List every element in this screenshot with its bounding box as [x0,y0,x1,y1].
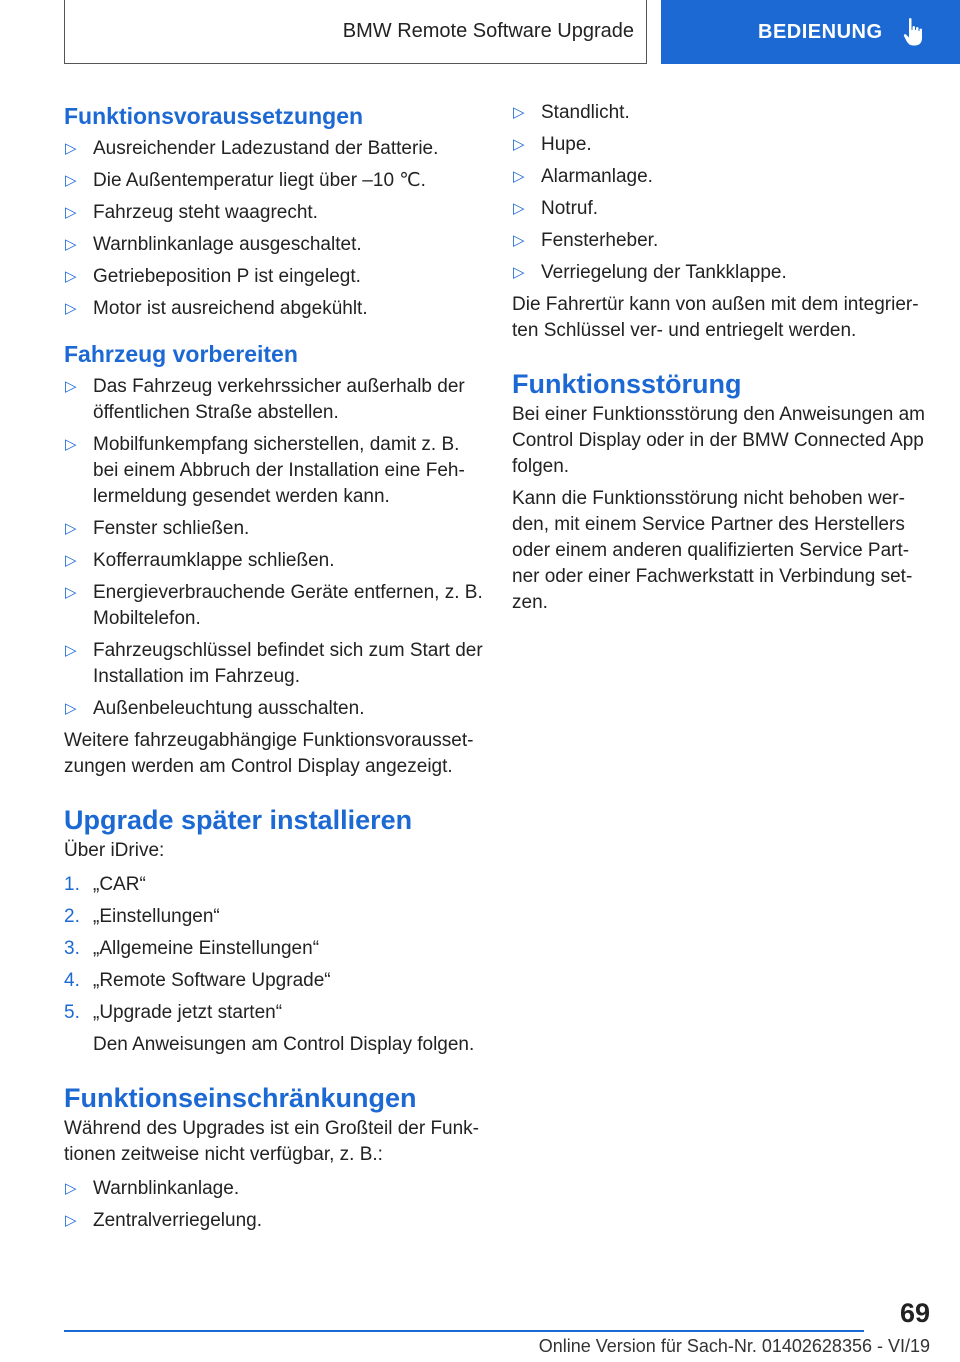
step-item [64,968,484,994]
list-item [64,374,484,426]
paragraph-malfunction-instructions: Bei einer Funktionsstörung den Anweisungen am Control Display oder in der BMW Connected App folgen. [512,404,925,477]
list-item [64,168,484,194]
list-item-text: Alarmanlage. [541,166,653,187]
footer-divider [64,1330,864,1332]
step-number: 1. [64,874,80,895]
triangle-bullet-icon: ▷ [65,520,77,537]
triangle-bullet-icon: ▷ [65,700,77,717]
triangle-bullet-icon: ▷ [513,264,525,281]
header-title: BMW Remote Software Upgrade [342,20,634,42]
list-item [64,638,484,690]
list-item-text: Das Fahrzeug verkehrssicher außerhalb der öffentlichen Straße abstellen. [93,376,465,423]
list-item-text: Getriebeposition P ist eingelegt. [93,266,361,287]
list-item [512,132,932,158]
page-number: 69 [899,1298,930,1328]
step-text: „Einstellungen“ [93,906,220,927]
right-column [512,100,932,622]
paragraph-additional-requirements: Weitere fahrzeugabhängige Funktionsvorausset‐zungen werden am Control Display angezeigt. [64,730,474,777]
step-item [64,904,484,930]
list-item [64,232,484,258]
list-item-text: Fahrzeug steht waagrecht. [93,202,318,223]
step-number: 2. [64,906,80,927]
step-number: 5. [64,1002,80,1023]
heading-funktionsvoraussetzungen: Funktionsvoraussetzungen [64,103,364,129]
list-item-text: Notruf. [541,198,599,219]
heading-upgrade-spaeter: Upgrade später installieren [64,805,413,835]
list-item-text: Verriegelung der Tankklappe. [541,262,787,283]
step-text: „Upgrade jetzt starten“ [93,1002,283,1023]
triangle-bullet-icon: ▷ [65,642,77,659]
heading-funktionseinschraenkungen: Funktionseinschränkungen [64,1083,417,1113]
restrictions-list-continued [512,100,932,286]
triangle-bullet-icon: ▷ [513,168,525,185]
list-item-text: Fensterheber. [541,230,659,251]
step-text: „CAR“ [93,874,146,895]
heading-fahrzeug-vorbereiten: Fahrzeug vorbereiten [64,341,298,367]
list-item-text: Die Außentemperatur liegt über –10 ℃. [93,170,426,191]
step-number: 3. [64,938,80,959]
list-item-text: Mobilfunkempfang sicherstellen, damit z. B. bei einem Abbruch der Installation eine Feh‐lermeldung gesendet werden kann. [93,434,465,507]
restrictions-list [64,1176,484,1234]
header-section-tab[interactable] [661,0,960,64]
step-item [64,936,484,962]
triangle-bullet-icon: ▷ [65,378,77,395]
triangle-bullet-icon: ▷ [65,140,77,157]
triangle-bullet-icon: ▷ [513,136,525,153]
triangle-bullet-icon: ▷ [513,232,525,249]
triangle-bullet-icon: ▷ [65,204,77,221]
list-item-text: Motor ist ausreichend abgekühlt. [93,298,368,319]
list-item-text: Fenster schließen. [93,518,250,539]
triangle-bullet-icon: ▷ [513,200,525,217]
paragraph-driver-door: Die Fahrertür kann von außen mit dem integrier‐ten Schlüssel ver- und entriegelt werden. [512,294,919,341]
list-item-text: Energieverbrauchende Geräte entfernen, z. B. Mobiltelefon. [93,582,483,629]
list-item [64,432,484,510]
triangle-bullet-icon: ▷ [65,300,77,317]
list-item-text: Außenbeleuchtung ausschalten. [93,698,365,719]
list-item [64,1176,484,1202]
list-item [64,264,484,290]
triangle-bullet-icon: ▷ [65,436,77,453]
triangle-bullet-icon: ▷ [513,104,525,121]
list-item-text: Zentralverriegelung. [93,1210,262,1231]
list-item [512,100,932,126]
list-item [512,196,932,222]
header-section-label: BEDIENUNG [758,20,883,43]
header-title-box [64,0,647,64]
list-item [64,1208,484,1234]
triangle-bullet-icon: ▷ [65,1180,77,1197]
triangle-bullet-icon: ▷ [65,552,77,569]
list-item [512,228,932,254]
list-item-text: Ausreichender Ladezustand der Batterie. [93,138,439,159]
list-item-text: Kofferraumklappe schließen. [93,550,335,571]
triangle-bullet-icon: ▷ [65,268,77,285]
paragraph-idrive-intro: Über iDrive: [64,840,165,861]
step-text: „Allgemeine Einstellungen“ [93,938,320,959]
list-item-text: Hupe. [541,134,592,155]
left-column [64,100,484,1240]
paragraph-restrictions: Während des Upgrades ist ein Großteil der Funk‐tionen zeitweise nicht verfügbar, z. B.: [64,1118,480,1165]
triangle-bullet-icon: ▷ [65,172,77,189]
list-item [512,260,932,286]
list-item-text: Warnblinkanlage ausgeschaltet. [93,234,362,255]
paragraph-malfunction-service: Kann die Funktionsstörung nicht behoben wer‐den, mit einem Service Partner des Herstellers oder einem anderen qualifizierten Service Part‐ner oder einer Fachwerkstatt in Verbindung set‐zen. [512,488,913,613]
list-item [64,516,484,542]
triangle-bullet-icon: ▷ [65,1212,77,1229]
paragraph-step-followup: Den Anweisungen am Control Display folgen. [93,1034,475,1055]
step-number: 4. [64,970,80,991]
list-item [64,200,484,226]
list-item-text: Warnblinkanlage. [93,1178,240,1199]
step-item [64,872,484,898]
heading-funktionsstoerung: Funktionsstörung [512,369,742,399]
list-item [512,164,932,190]
triangle-bullet-icon: ▷ [65,236,77,253]
list-item [64,580,484,632]
list-item [64,136,484,162]
step-text: „Remote Software Upgrade“ [93,970,331,991]
list-item [64,696,484,722]
preparation-list [64,374,484,722]
hand-pointer-icon [903,17,925,47]
triangle-bullet-icon: ▷ [65,584,77,601]
list-item-text: Standlicht. [541,102,630,123]
footer-version-text: Online Version für Sach-Nr. 01402628356 - VI/19 [538,1336,930,1356]
list-item [64,296,484,322]
list-item [64,548,484,574]
requirements-list [64,136,484,322]
list-item-text: Fahrzeugschlüssel befindet sich zum Start der Installation im Fahrzeug. [93,640,483,687]
idrive-steps-list [64,872,484,1026]
step-item [64,1000,484,1026]
